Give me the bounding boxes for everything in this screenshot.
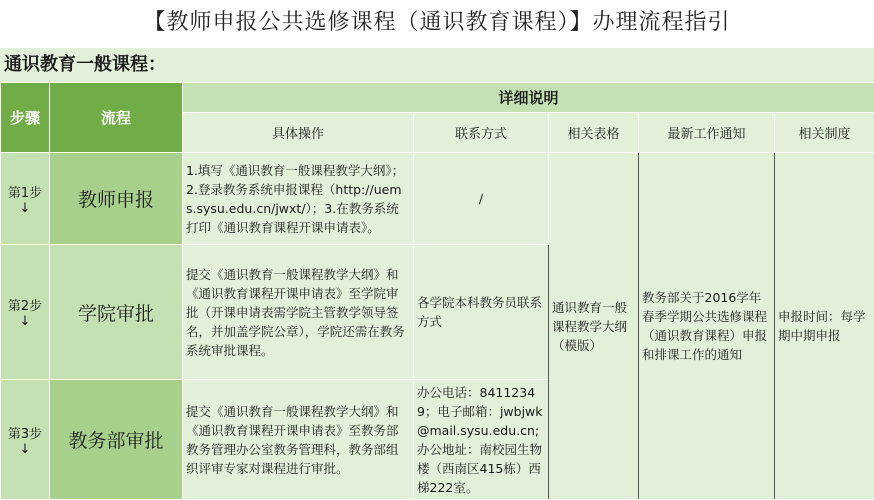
- step-label: 第2步: [7, 299, 43, 314]
- down-arrow-icon: ↓: [19, 314, 31, 329]
- header-step: 步骤: [1, 83, 50, 153]
- operation-cell: 提交《通识教育一般课程教学大纲》和《通识教育课程开课申请表》至学院审批（开课申请表需学院主管教学领导签名，并加盖学院公章），学院还需在教务系统审批课程。: [183, 245, 414, 380]
- header-operation: 具体操作: [183, 113, 414, 153]
- down-arrow-icon: ↓: [19, 441, 31, 457]
- table-row: [1, 153, 874, 245]
- down-arrow-icon: ↓: [19, 200, 31, 216]
- header-flow: 流程: [50, 83, 183, 153]
- page-title: 【教师申报公共选修课程（通识教育课程）】办理流程指引: [143, 10, 731, 35]
- step-label: 第1步: [7, 185, 43, 201]
- policy-cell: 申报时间：每学期中期申报: [775, 153, 874, 500]
- header-forms: 相关表格: [549, 113, 639, 153]
- process-table: [0, 82, 874, 500]
- header-notice: 最新工作通知: [639, 113, 775, 153]
- step-cell: [1, 380, 50, 500]
- flow-step-teacher-apply: 教师申报: [50, 153, 183, 245]
- header-contact: 联系方式: [414, 113, 549, 153]
- step-cell: [1, 153, 50, 245]
- header-policy: 相关制度: [775, 113, 874, 153]
- step-label: 第3步: [7, 426, 43, 442]
- contact-cell: 办公电话：84112349；电子邮箱：jwbjwk@mail.sysu.edu.cn;办公地址：南校园生物楼（西南区415栋）西梯222室。: [414, 380, 549, 500]
- operation-cell: 提交《通识教育一般课程教学大纲》和《通识教育课程开课申请表》至教务部教务管理办公室教务管理科，教务部组织评审专家对课程进行审批。: [183, 380, 414, 500]
- step-cell: [1, 245, 50, 380]
- section-title: 通识教育一般课程：: [0, 48, 874, 82]
- operation-cell: 1.填写《通识教育一般课程教学大纲》；2.登录教务系统申报课程（http://uems.sysu.edu.cn/jwxt/）；3.在教务系统打印《通识教育课程开课申请表》。: [183, 153, 414, 245]
- forms-cell[interactable]: 通识教育一般课程教学大纲（模版）: [549, 153, 639, 500]
- flow-step-academic-affairs-approve: 教务部审批: [50, 380, 183, 500]
- contact-cell[interactable]: 各学院本科教务员联系方式: [414, 245, 549, 380]
- flow-step-college-approve: 学院审批: [50, 245, 183, 380]
- notice-cell[interactable]: 教务部关于2016学年春季学期公共选修课程（通识教育课程）申报和排课工作的通知: [639, 153, 775, 500]
- header-detail: 详细说明: [183, 83, 874, 113]
- contact-cell: /: [414, 153, 549, 245]
